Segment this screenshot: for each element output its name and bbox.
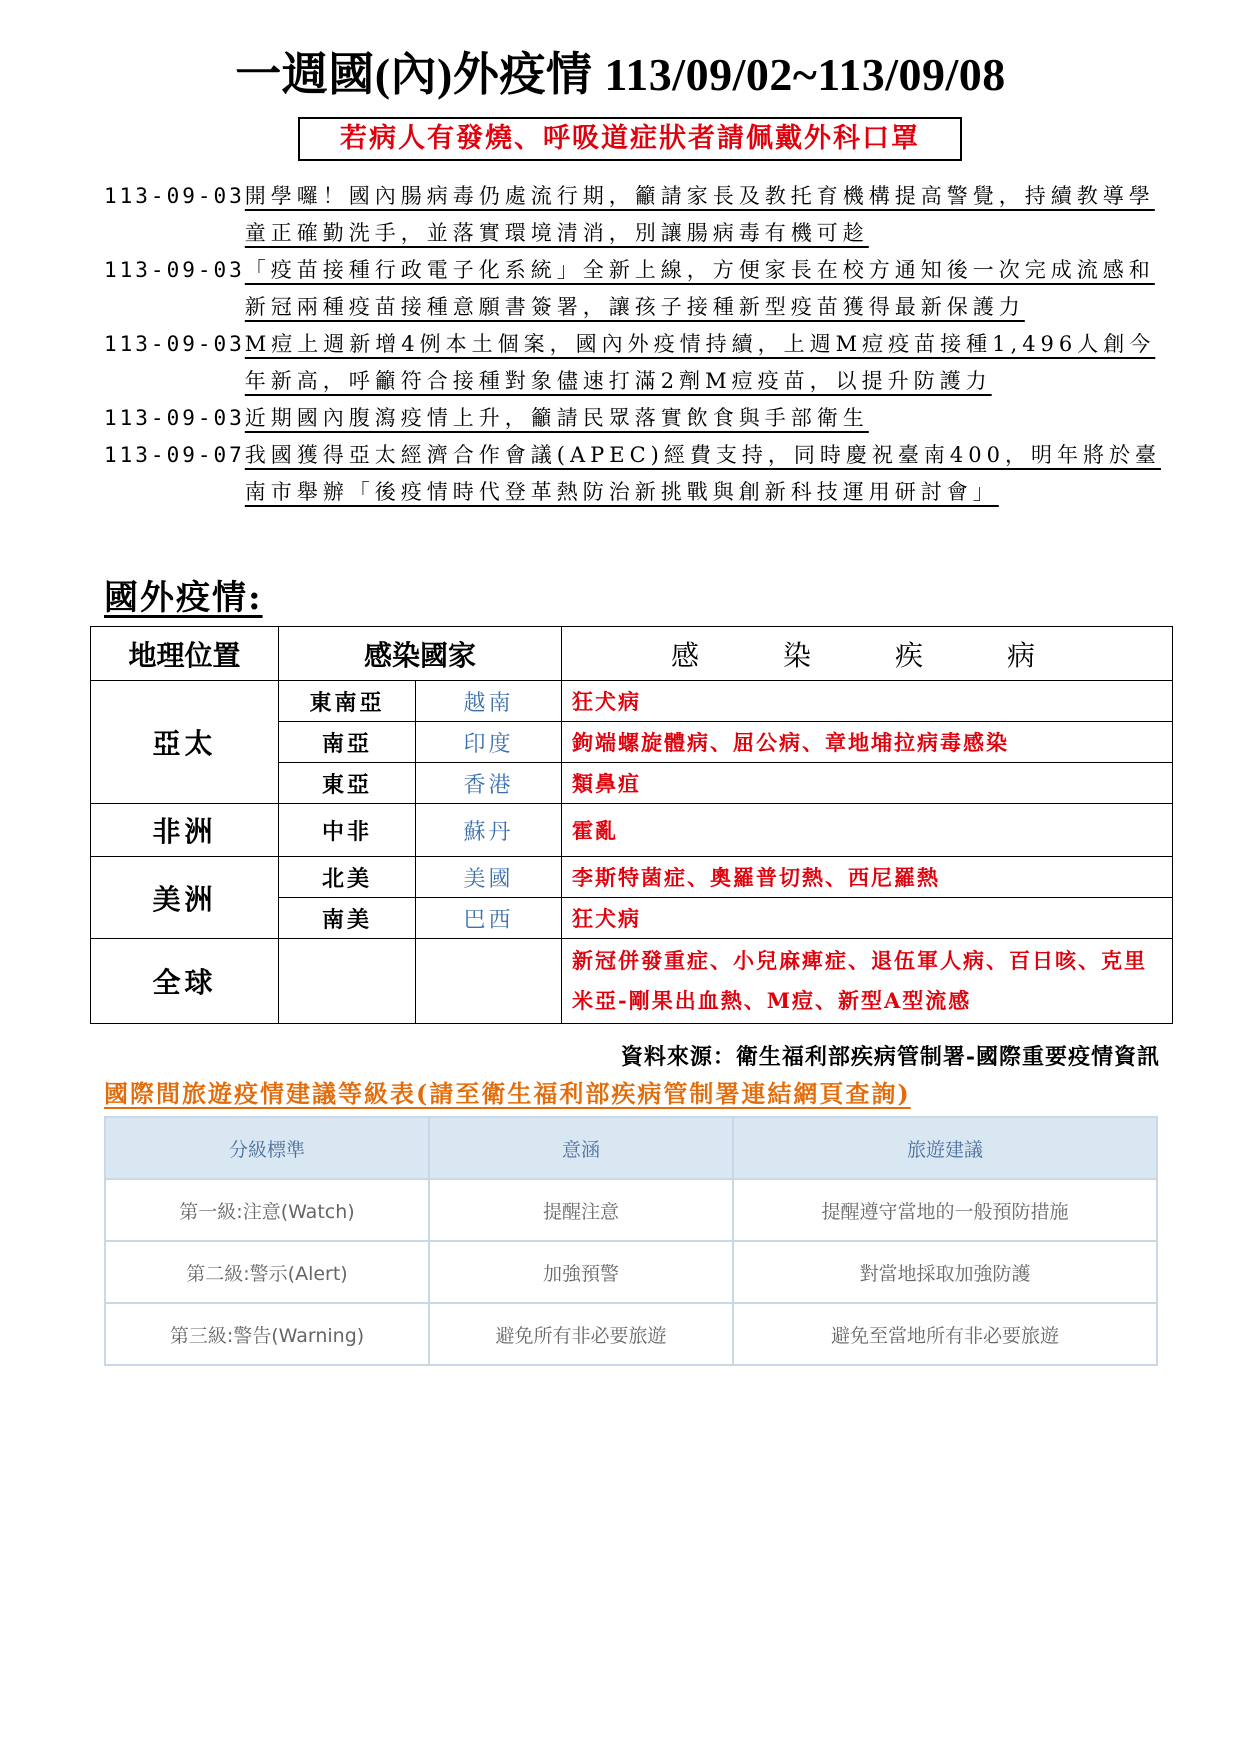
table-row	[105, 1179, 1157, 1241]
disease-cell: 狂犬病	[562, 898, 1173, 939]
disease-cell: 類鼻疽	[562, 763, 1173, 804]
news-text: 近期國內腹瀉疫情上升，籲請民眾落實飲食與手部衛生	[244, 406, 869, 430]
country-cell: 美國	[416, 857, 562, 898]
subregion-cell: 東亞	[279, 763, 416, 804]
meaning-cell: 加強預警	[429, 1241, 733, 1303]
subregion-cell: 南亞	[279, 722, 416, 763]
table-row	[91, 804, 1173, 857]
subregion-cell: 南美	[279, 898, 416, 939]
table-row	[105, 1303, 1157, 1365]
country-cell	[416, 939, 562, 1024]
disease-cell: 新冠併發重症、小兒麻痺症、退伍軍人病、百日咳、克里米亞-剛果出血熱、M痘、新型A型流感	[562, 939, 1173, 1024]
region-cell: 非洲	[91, 804, 279, 857]
subregion-cell	[279, 939, 416, 1024]
level-cell: 第二級:警示(Alert)	[105, 1241, 429, 1303]
news-date: 113-09-03	[104, 184, 245, 208]
news-item	[104, 437, 1164, 511]
table-header-row	[91, 627, 1173, 681]
news-date: 113-09-03	[104, 406, 245, 430]
level-cell: 第一級:注意(Watch)	[105, 1179, 429, 1241]
country-cell: 蘇丹	[416, 804, 562, 857]
level-cell: 第三級:警告(Warning)	[105, 1303, 429, 1365]
header-meaning: 意涵	[429, 1117, 733, 1179]
region-cell: 亞太	[91, 681, 279, 804]
news-text: 我國獲得亞太經濟合作會議(APEC)經費支持，同時慶祝臺南400，明年將於臺南市舉辦「後疫情時代登革熱防治新挑戰與創新科技運用研討會」	[244, 443, 1161, 504]
country-cell: 香港	[416, 763, 562, 804]
news-date: 113-09-07	[104, 443, 245, 467]
disease-cell: 霍亂	[562, 804, 1173, 857]
country-cell: 巴西	[416, 898, 562, 939]
disease-cell: 鉤端螺旋體病、屈公病、章地埔拉病毒感染	[562, 722, 1173, 763]
subregion-cell: 北美	[279, 857, 416, 898]
advice-cell: 提醒遵守當地的一般預防措施	[733, 1179, 1157, 1241]
news-text: 開學囉！國內腸病毒仍處流行期，籲請家長及教托育機構提高警覺，持續教導學童正確勤洗手，並落實環境清消，別讓腸病毒有機可趁	[244, 184, 1155, 245]
news-item	[104, 178, 1164, 252]
header-region: 地理位置	[91, 627, 279, 681]
news-list	[104, 178, 1164, 511]
news-item	[104, 326, 1164, 400]
foreign-disease-table	[90, 626, 1173, 1024]
table-row	[91, 939, 1173, 1024]
table-row	[105, 1241, 1157, 1303]
foreign-epidemic-heading: 國外疫情:	[104, 578, 263, 618]
table-row	[91, 681, 1173, 722]
subregion-cell: 中非	[279, 804, 416, 857]
disease-cell: 李斯特菌症、奧羅普切熱、西尼羅熱	[562, 857, 1173, 898]
meaning-cell: 提醒注意	[429, 1179, 733, 1241]
data-source: 資料來源：衛生福利部疾病管制署-國際重要疫情資訊	[620, 1044, 1160, 1070]
page-title: 一週國(內)外疫情 113/09/02~113/09/08	[235, 49, 1006, 100]
news-item	[104, 400, 1164, 437]
header-disease: 感 染 疾 病	[562, 627, 1173, 681]
country-cell: 越南	[416, 681, 562, 722]
region-cell: 全球	[91, 939, 279, 1024]
table-header-row	[105, 1117, 1157, 1179]
disease-cell: 狂犬病	[562, 681, 1173, 722]
travel-advisory-table	[104, 1116, 1158, 1366]
header-country: 感染國家	[279, 627, 562, 681]
mask-warning-banner: 若病人有發燒、呼吸道症狀者請佩戴外科口罩	[298, 117, 962, 161]
meaning-cell: 避免所有非必要旅遊	[429, 1303, 733, 1365]
country-cell: 印度	[416, 722, 562, 763]
news-date: 113-09-03	[104, 332, 245, 356]
header-advice: 旅遊建議	[733, 1117, 1157, 1179]
news-date: 113-09-03	[104, 258, 245, 282]
subregion-cell: 東南亞	[279, 681, 416, 722]
table-row	[91, 857, 1173, 898]
news-text: 「疫苗接種行政電子化系統」全新上線，方便家長在校方通知後一次完成流感和新冠兩種疫苗接種意願書簽署，讓孩子接種新型疫苗獲得最新保護力	[244, 258, 1155, 319]
travel-advisory-link[interactable]: 國際間旅遊疫情建議等級表(請至衛生福利部疾病管制署連結網頁查詢)	[104, 1079, 911, 1108]
news-item	[104, 252, 1164, 326]
advice-cell: 對當地採取加強防護	[733, 1241, 1157, 1303]
region-cell: 美洲	[91, 857, 279, 939]
news-text: M痘上週新增4例本土個案，國內外疫情持續，上週M痘疫苗接種1,496人創今年新高，呼籲符合接種對象儘速打滿2劑M痘疫苗，以提升防護力	[244, 332, 1156, 393]
header-level: 分級標準	[105, 1117, 429, 1179]
advice-cell: 避免至當地所有非必要旅遊	[733, 1303, 1157, 1365]
